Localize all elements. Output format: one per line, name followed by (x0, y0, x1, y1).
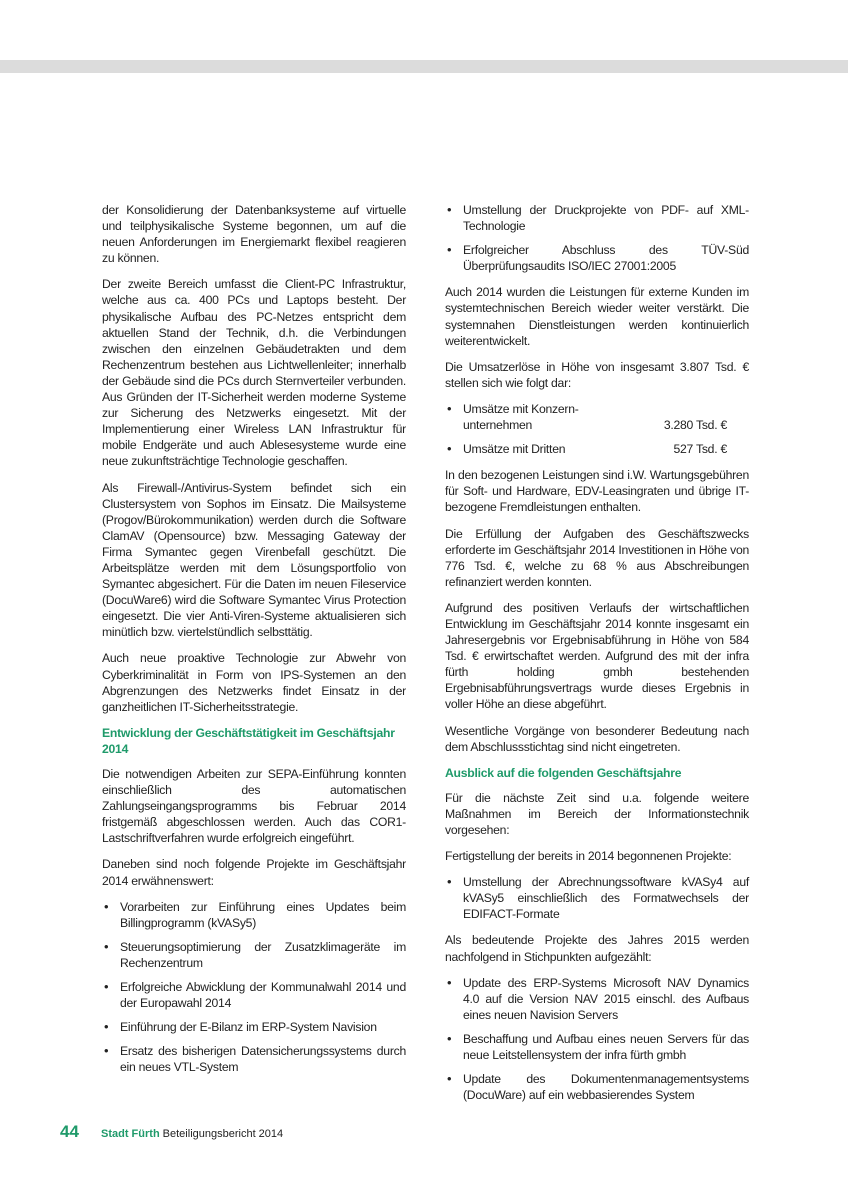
bullet-list (445, 874, 749, 922)
paragraph: Auch 2014 wurden die Leistungen für externe Kunden im systemtechnischen Bereich wieder weiter verstärkt. Die systemnahen Dienstleistungen werden kontinuierlich weiterentwickelt. (445, 285, 749, 348)
paragraph: Die Umsatzerlöse in Höhe von insgesamt 3.807 Tsd. € stellen sich wie folgt dar: (445, 359, 749, 390)
list-item: • Umstellung der Abrechnungssoftware kVASy4 auf kVASy5 einschließlich des Formatwechsels der EDIFACT-Formate (445, 874, 749, 922)
revenue-list (445, 401, 749, 457)
paragraph: Die notwendigen Arbeiten zur SEPA-Einführung konnten einschließlich des automatischen Zahlungseingangsprogramms bis Februar 2014 fristgemäß abgeschlossen werden. Auch das COR1-Lastschriftverfahren wurde erfolgreich eingeführt. (102, 767, 406, 846)
paragraph: Fertigstellung der bereits in 2014 begonnenen Projekte: (445, 849, 732, 864)
list-item: • Umstellung der Druckprojekte von PDF- auf XML-Technologie (445, 202, 749, 234)
section-heading: Ausblick auf die folgenden Geschäftsjahre (445, 765, 682, 780)
revenue-item (445, 401, 749, 433)
footer-city: Stadt Fürth (101, 1128, 160, 1140)
list-item: • Vorarbeiten zur Einführung eines Updates beim Billingprogramm (kVASy5) (102, 899, 406, 931)
list-item: • Beschaffung und Aufbau eines neuen Servers für das neue Leitstellensystem der infra fürth gmbh (445, 1031, 749, 1063)
bullet-list (445, 975, 749, 1104)
paragraph: In den bezogenen Leistungen sind i.W. Wartungsgebühren für Soft- und Hardware, EDV-Leasingraten und übrige IT-bezogene Fremdleistungen enthalten. (445, 468, 749, 515)
list-item: • Update des Dokumentenmanagementsystems (DocuWare) auf ein webbasierendes System (445, 1071, 749, 1103)
list-item: • Einführung der E-Bilanz im ERP-System Navision (102, 1019, 406, 1035)
list-item: • Erfolgreicher Abschluss des TÜV-Süd Überprüfungsaudits ISO/IEC 27001:2005 (445, 242, 749, 274)
section-heading: Entwicklung der Geschäftstätigkeit im Geschäftsjahr 2014 (102, 725, 395, 756)
list-item: • Erfolgreiche Abwicklung der Kommunalwahl 2014 und der Europawahl 2014 (102, 979, 406, 1011)
page-footer (60, 1122, 283, 1142)
bullet-list (445, 202, 749, 274)
paragraph: Aufgrund des positiven Verlaufs der wirtschaftlichen Entwicklung im Geschäftsjahr 2014 konnte insgesamt ein Jahresergebnis vor Ergebnisabführung in Höhe von 584 Tsd. € erwirtschaftet werden. Aufgrund des mit der infra fürth holding gmbh bestehenden Ergebnisabführungsvertrags wurde dieses Ergebnis in voller Höhe an diese abgeführt. (445, 600, 749, 712)
paragraph: Daneben sind noch folgende Projekte im Geschäftsjahr 2014 erwähnenswert: (102, 857, 406, 888)
list-item: • Ersatz des bisherigen Datensicherungssystems durch ein neues VTL-System (102, 1043, 406, 1075)
revenue-value: 3.280 Tsd. € (663, 418, 727, 433)
paragraph: Für die nächste Zeit sind u.a. folgende weitere Maßnahmen im Bereich der Informationstechnik vorgesehen: (445, 790, 749, 837)
list-item: • Update des ERP-Systems Microsoft NAV Dynamics 4.0 auf die Version NAV 2015 einschl. des Aufbaus eines neuen Navision Servers (445, 975, 749, 1023)
right-column (445, 202, 749, 1113)
revenue-label: • Umsätze mit Konzern-unternehmen (463, 401, 579, 433)
paragraph: Als Firewall-/Antivirus-System befindet sich ein Clustersystem von Sophos im Einsatz. Die Mailsysteme (Progov/Bürokommunikation) werden durch die Software ClamAV (Opensource) bzw. Messaging Gateway der Firma Symantec gegen Virenbefall geschützt. Die Arbeitsplätze werden mit dem Lösungsportfolio von Symantec abgesichert. Für die Daten im neuen Fileservice (DocuWare6) wird die Software Symantec Virus Protection eingesetzt. Die vier Anti-Viren-Systeme aktualisieren sich minütlich bzw. viertelstündlich selbsttätig. (102, 480, 406, 640)
paragraph: Die Erfüllung der Aufgaben des Geschäftszwecks erforderte im Geschäftsjahr 2014 Investitionen in Höhe von 776 Tsd. €, welche zu 68 % aus Abschreibungen refinanziert werden konnten. (445, 526, 749, 589)
list-item: • Steuerungsoptimierung der Zusatzklimageräte im Rechenzentrum (102, 939, 406, 971)
paragraph: Der zweite Bereich umfasst die Client-PC Infrastruktur, welche aus ca. 400 PCs und Laptops besteht. Der physikalische Aufbau des PC-Netzes entspricht dem aktuellen Stand der Technik, d.h. die Verbindungen zwischen den einzelnen Gebäudetrakten und dem Rechenzentrum bestehen aus Lichtwellenleiter; innerhalb der Gebäude sind die PCs durch Sternverteiler verbunden. Aus Gründen der IT-Sicherheit werden moderne Systeme zur Sicherung des Netzwerks eingesetzt. Mit der Implementierung einer Wireless LAN Infrastruktur für mobile Endgeräte und auch Ablesesysteme wurde eine neue zukunftsträchtige Technologie geschaffen. (102, 277, 406, 469)
revenue-value: 527 Tsd. € (673, 442, 727, 457)
revenue-item (445, 441, 749, 457)
bullet-list (102, 899, 406, 1076)
page-number: 44 (60, 1122, 79, 1141)
top-band (0, 60, 848, 73)
footer-report-title: Beteiligungsbericht 2014 (162, 1128, 284, 1140)
revenue-label: • Umsätze mit Dritten (463, 442, 566, 457)
paragraph: der Konsolidierung der Datenbanksysteme auf virtuelle und teilphysikalische Systeme begonnen, um auf die neuen Anforderungen im Energiemarkt flexibel reagieren zu können. (102, 203, 406, 266)
paragraph: Als bedeutende Projekte des Jahres 2015 werden nachfolgend in Stichpunkten aufgezählt: (445, 933, 749, 964)
paragraph: Auch neue proaktive Technologie zur Abwehr von Cyberkriminalität in Form von IPS-Systemen an den Abgrenzungen des Netzwerks findet Einsatz in der ganzheitlichen IT-Sicherheitsstrategie. (102, 651, 406, 714)
paragraph: Wesentliche Vorgänge von besonderer Bedeutung nach dem Abschlussstichtag sind nicht eingetreten. (445, 723, 749, 754)
left-column (102, 202, 406, 1086)
